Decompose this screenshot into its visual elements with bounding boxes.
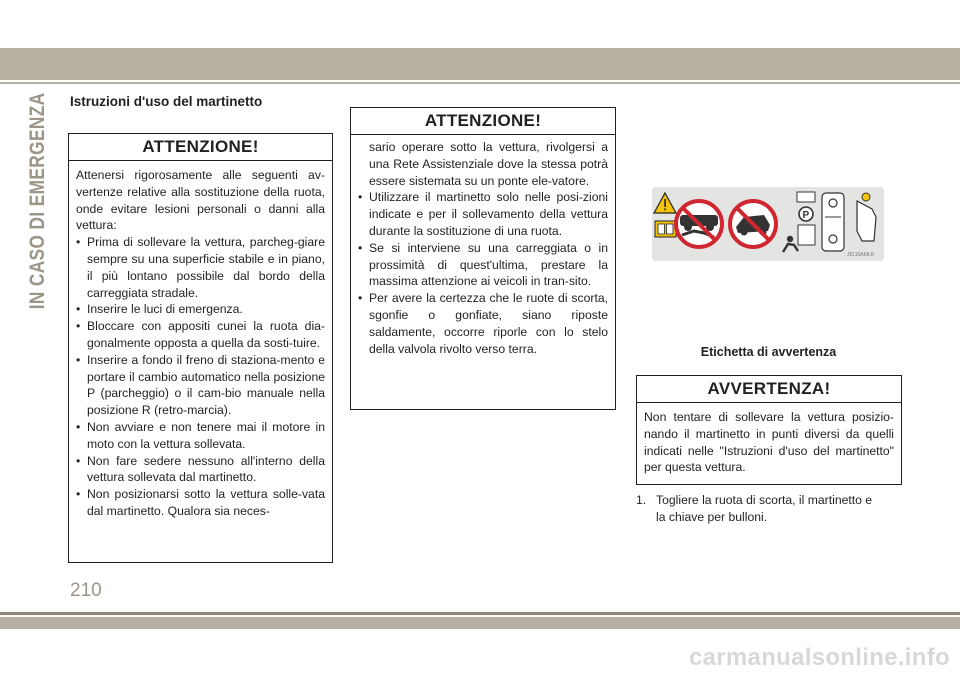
warning-box-1-intro: Attenersi rigorosamente alle seguenti av-vertenze relative alla sostituzione della ruota, onde evitare lesioni personali o danni alla vettura: bbox=[76, 168, 325, 233]
list-item: • Inserire le luci di emergenza. bbox=[76, 301, 325, 318]
image-code-text: J6110AMLR bbox=[847, 252, 875, 258]
caution-box-heading: AVVERTENZA! bbox=[637, 376, 901, 403]
warning-label-graphic bbox=[652, 187, 884, 261]
manual-book-icon bbox=[655, 221, 676, 237]
no-person-under-vehicle-icon bbox=[676, 201, 722, 247]
list-item: • Se si interviene su una carreggiata o in prossimità di quest'ultima, prestare la massima attenzione ai veicoli in tran-sito. bbox=[358, 240, 608, 290]
list-item: • Per avere la certezza che le ruote di scorta, sgonfie o gonfiate, siano riposte saldamente, occorre riporle con lo stelo della valvola rivolto verso terra. bbox=[358, 290, 608, 357]
list-item: • Prima di sollevare la vettura, parcheg-giare sempre su una superficie stabile e in piano, il più lontano possibile dal bordo della carreggiata stradale. bbox=[76, 234, 325, 301]
warning-box-1-body bbox=[69, 161, 332, 526]
warning-box-2-body bbox=[351, 135, 615, 363]
list-item: • Non fare sedere nessuno all'interno della vettura sollevata dal martinetto. bbox=[76, 453, 325, 487]
list-item: • Non avviare e non tenere mai il motore in moto con la vettura sollevata. bbox=[76, 419, 325, 453]
side-chapter-label: IN CASO DI EMERGENZA bbox=[26, 92, 49, 310]
footer-rule bbox=[0, 612, 960, 615]
warning-box-1-list bbox=[76, 234, 325, 520]
caution-box bbox=[636, 375, 902, 485]
step-1-line-1: Togliere la ruota di scorta, il martinetto e bbox=[656, 493, 873, 507]
side-chapter-tab bbox=[26, 92, 50, 330]
warning-box-2-list bbox=[358, 189, 608, 357]
caution-box-body bbox=[637, 403, 901, 482]
svg-text:P: P bbox=[802, 210, 810, 221]
step-1-line-2: la chiave per bulloni. bbox=[656, 509, 768, 524]
warning-box-2-heading: ATTENZIONE! bbox=[351, 108, 615, 135]
list-item: • Utilizzare il martinetto solo nelle posi-zioni indicate e per il sollevamento della vettura durante la sostituzione di una ruota. bbox=[358, 189, 608, 239]
warning-label-image bbox=[652, 187, 884, 261]
watermark-text: carmanualsonline.info bbox=[688, 644, 950, 671]
no-engine-running-icon bbox=[730, 201, 776, 247]
warning-box-2-continuation: sario operare sotto la vettura, rivolgersi a una Rete Assistenziale dove la stessa potrà essere sistemata su un ponte ele-vatore. bbox=[369, 140, 608, 188]
step-1 bbox=[636, 492, 902, 526]
header-band bbox=[0, 48, 960, 80]
warning-box-1 bbox=[68, 133, 333, 563]
header-rule bbox=[0, 82, 960, 84]
list-item: • Bloccare con appositi cunei la ruota dia-gonalmente opposta a quella da sosti-tuire. bbox=[76, 318, 325, 352]
list-item: • Non posizionarsi sotto la vettura solle-vata dal martinetto. Qualora sia neces- bbox=[76, 486, 325, 520]
page-number: 210 bbox=[70, 580, 102, 601]
park-position-icon bbox=[797, 192, 815, 245]
jack-position-icon bbox=[822, 193, 844, 251]
warning-box-1-heading: ATTENZIONE! bbox=[69, 134, 332, 161]
caution-box-text: Non tentare di sollevare la vettura posizio-nando il martinetto in punti diversi da quelli indicati nelle "Istruzioni d'uso del martinetto" per questa vettura. bbox=[644, 410, 894, 475]
section-title: Istruzioni d'uso del martinetto bbox=[70, 94, 263, 109]
footer-band bbox=[0, 617, 960, 629]
figure-caption: Etichetta di avvertenza bbox=[700, 345, 837, 359]
list-item: • Inserire a fondo il freno di staziona-mento e portare il cambio automatico nella posizione P (parcheggio) o il cam-bio manuale nella posizione R (retro-marcia). bbox=[76, 352, 325, 419]
warning-box-2 bbox=[350, 107, 616, 410]
step-1-number: 1. bbox=[636, 493, 647, 507]
